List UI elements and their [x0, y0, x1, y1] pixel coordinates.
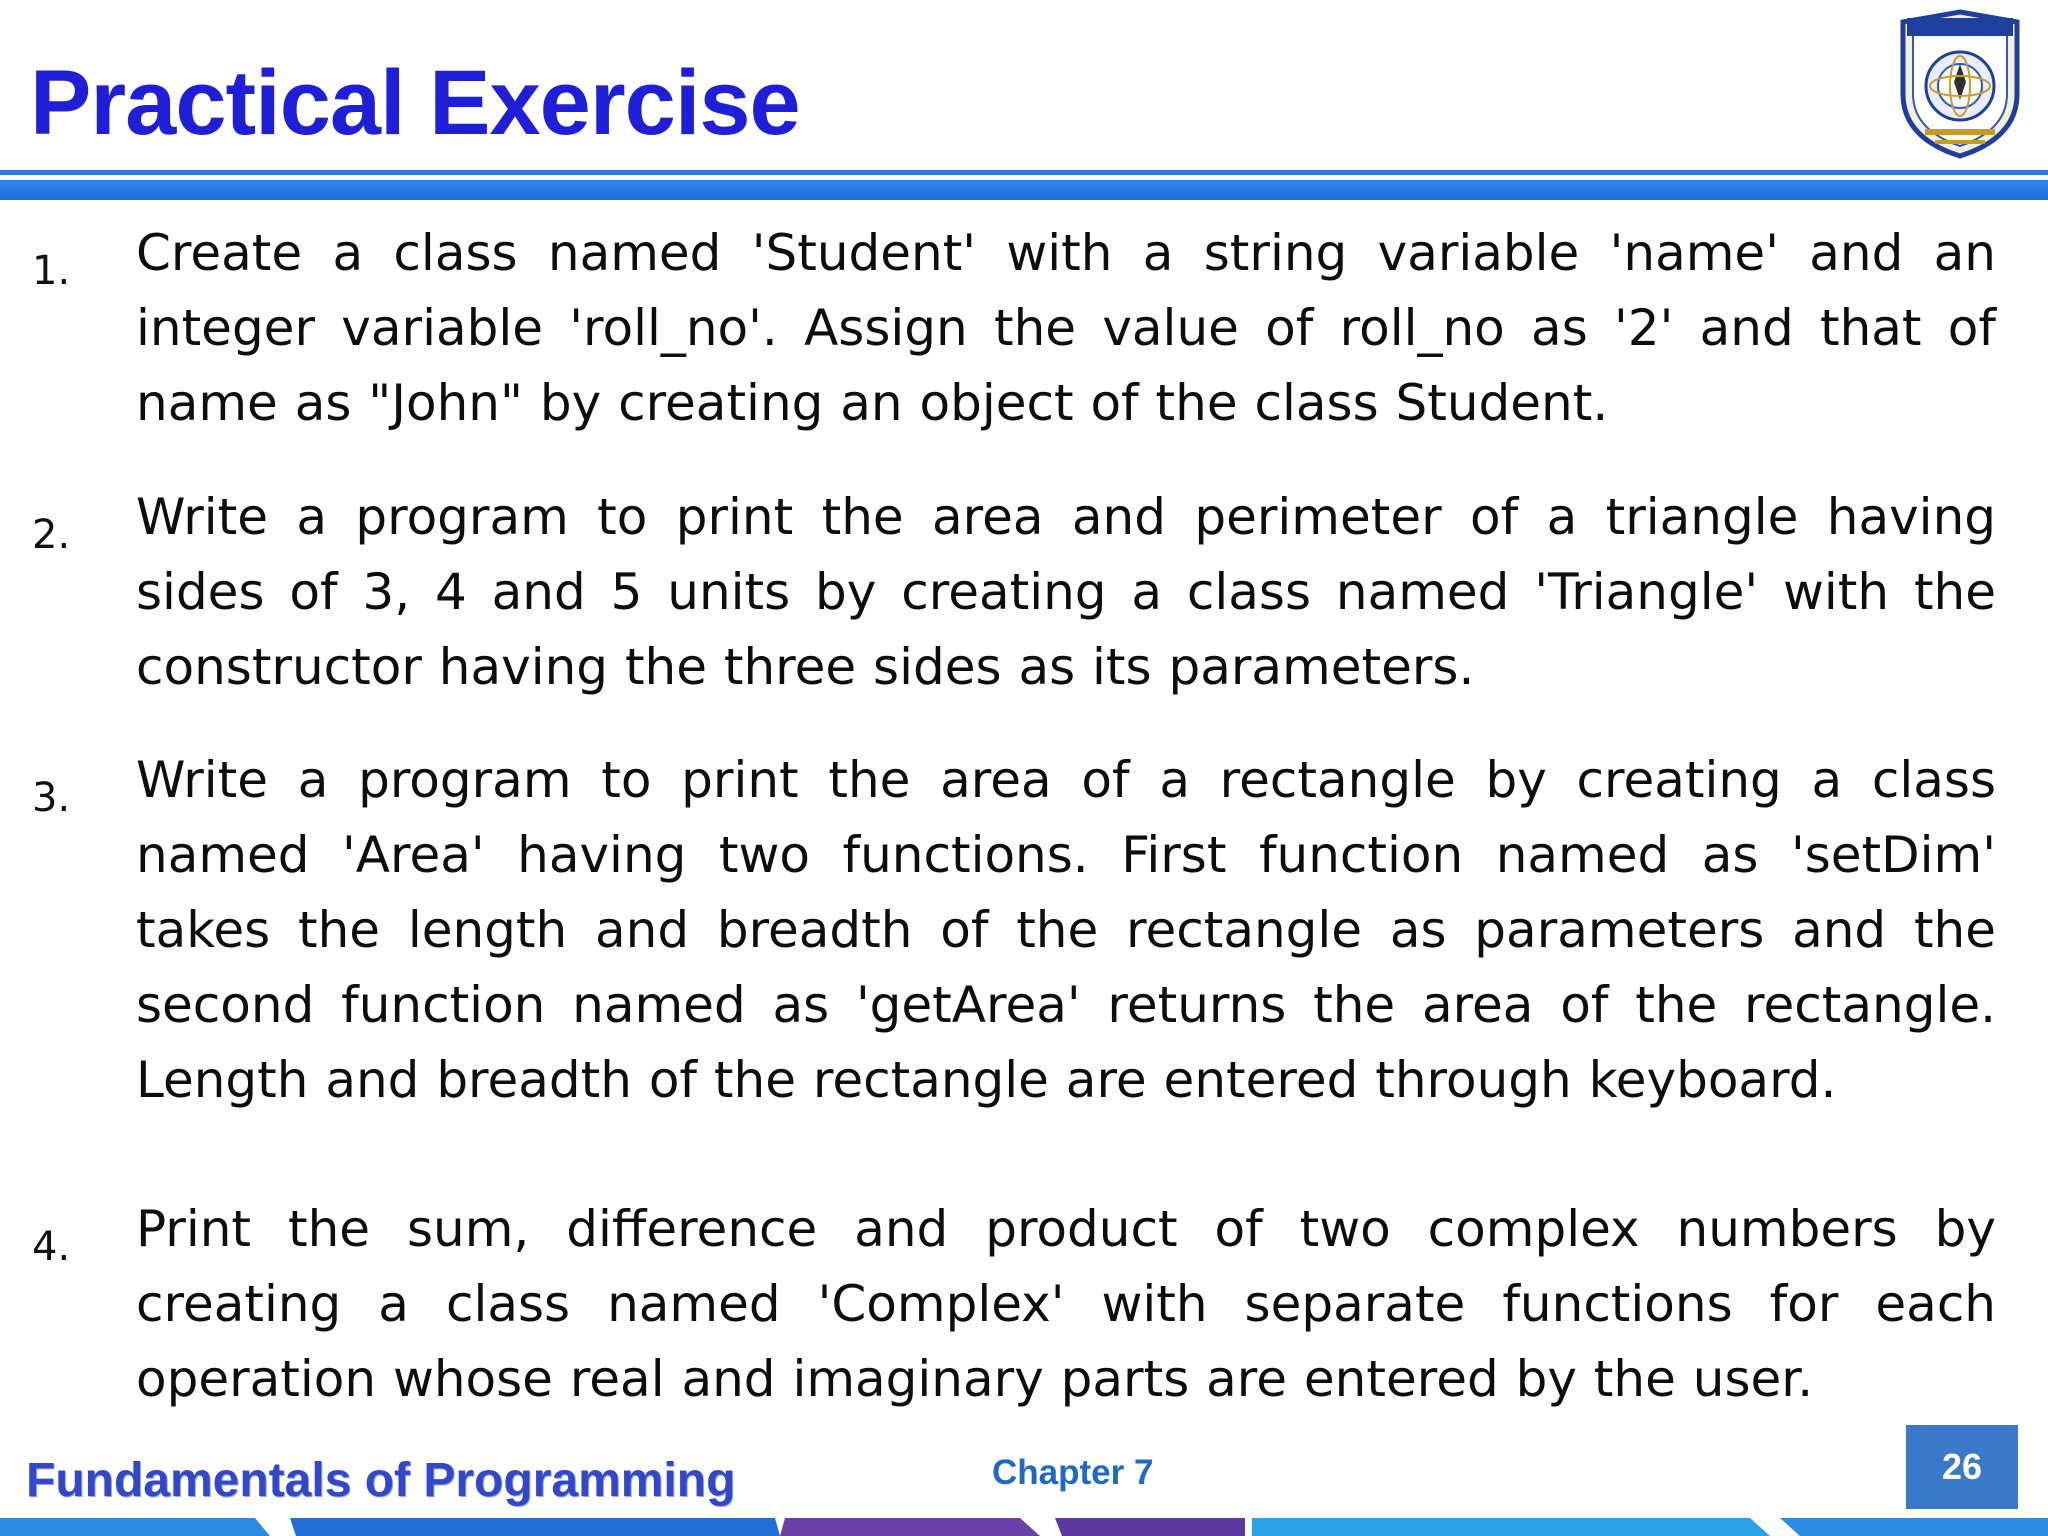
exercise-number: 1. — [32, 248, 71, 294]
slide-title: Practical Exercise — [30, 52, 800, 154]
page-number-badge — [1906, 1425, 2018, 1509]
chapter-label: Chapter 7 — [992, 1453, 1154, 1492]
exercise-number: 4. — [32, 1224, 71, 1270]
exercise-text: Print the sum, difference and product of two complex numbers by creating a class named 'Complex' with separate functions for each operation whose real and imaginary parts are entered by the user. — [136, 1200, 1996, 1408]
university-crest-icon — [1895, 8, 2025, 160]
exercise-text: Write a program to print the area and perimeter of a triangle having sides of 3, 4 and 5 units by creating a class named 'Triangle' with the constructor having the three sides as its parameters. — [136, 488, 1996, 696]
page-number: 26 — [1941, 1446, 1983, 1487]
header-divider — [0, 170, 2048, 204]
exercise-text: Write a program to print the area of a rectangle by creating a class named 'Area' having two functions. First function named as 'setDim' takes the length and breadth of the rectangle as parameters and the second function named as 'getArea' returns the area of the rectangle. Length and breadth of the rectangle are entered through keyboard. — [136, 751, 1996, 1109]
exercise-number: 2. — [32, 512, 71, 558]
exercise-text: Create a class named 'Student' with a string variable 'name' and an integer variable 'roll_no'. Assign the value of roll_no as '2' and that of name as "John" by creating an object of the class Student. — [136, 224, 1996, 432]
course-title: Fundamentals of Programming — [26, 1454, 736, 1507]
exercise-number: 3. — [32, 775, 71, 821]
footer-bar — [0, 1512, 2048, 1536]
